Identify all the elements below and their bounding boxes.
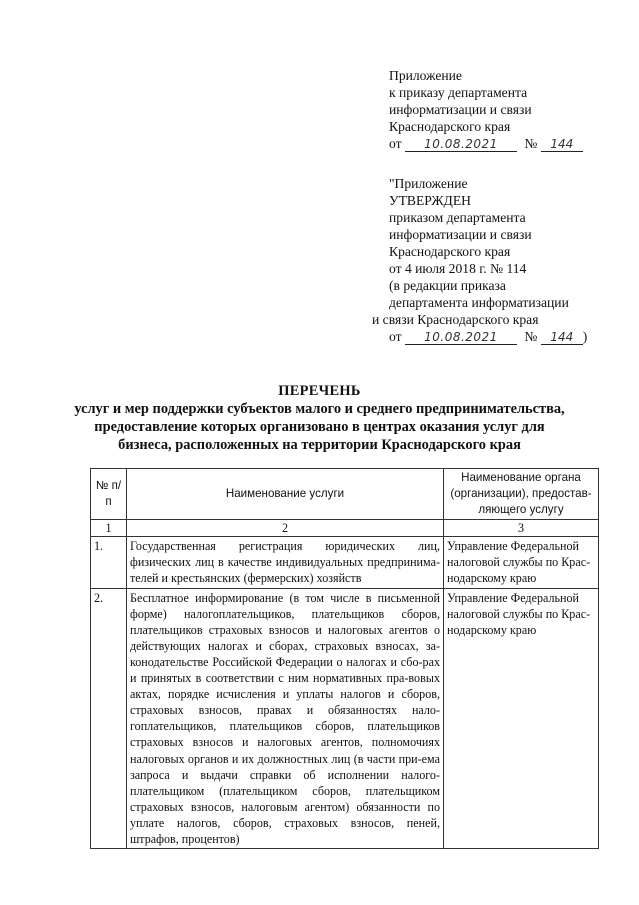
from-label: от (389, 329, 402, 344)
document-title (0, 382, 639, 454)
handwritten-number: 144 (541, 331, 583, 345)
title-line: бизнеса, расположенных на территории Краснодарского края (118, 437, 521, 453)
handwritten-number: 144 (541, 138, 583, 152)
title-line: предоставление которых организовано в центрах оказания услуг для (94, 419, 545, 435)
column-numbers-row (91, 520, 599, 537)
row-number: 1. (91, 537, 127, 588)
header-num: № п/п (91, 469, 127, 520)
from-label: от (389, 136, 402, 151)
appendix-line: информатизации и связи (389, 102, 532, 117)
table-row (91, 537, 599, 588)
approval-date-line (372, 328, 587, 345)
approval-line: (в редакции приказа (389, 278, 506, 293)
column-number: 1 (91, 520, 127, 537)
approval-line: Краснодарского края (389, 244, 511, 259)
column-number: 2 (127, 520, 444, 537)
approval-line: и связи Краснодарского края (372, 312, 539, 327)
service-name: Государственная регистрация юридических лиц, физических лиц в качестве индивидуальных предпринима-телей и крестьянских (фермерских) хозяйств (127, 537, 444, 588)
services-table (90, 468, 599, 849)
row-number: 2. (91, 588, 127, 849)
handwritten-date: 10.08.2021 (405, 138, 517, 152)
appendix-date-line (389, 135, 583, 152)
handwritten-date: 10.08.2021 (405, 331, 517, 345)
closing-paren: ) (582, 329, 588, 344)
header-org: Наименование органа (организации), предостав-ляющего услугу (444, 469, 599, 520)
title-heading: ПЕРЕЧЕНЬ (278, 383, 361, 399)
approval-block (372, 175, 587, 345)
organization-name: Управление Федеральной налоговой службы по Крас-нодарскому краю (444, 537, 599, 588)
column-number: 3 (444, 520, 599, 537)
approval-line: департамента информатизации (389, 295, 569, 310)
number-label: № (524, 329, 538, 344)
approval-line: информатизации и связи (389, 227, 532, 242)
appendix-line: Краснодарского края (389, 119, 511, 134)
approval-line: от 4 июля 2018 г. № 114 (389, 261, 527, 276)
appendix-line: к приказу департамента (389, 85, 528, 100)
approval-line: "Приложение (389, 176, 468, 191)
table-header-row (91, 469, 599, 520)
approval-stamp-word: УТВЕРЖДЕН (389, 193, 471, 208)
header-service: Наименование услуги (127, 469, 444, 520)
number-label: № (524, 136, 538, 151)
approval-line: приказом департамента (389, 210, 526, 225)
organization-name: Управление Федеральной налоговой службы по Крас-нодарскому краю (444, 588, 599, 849)
service-name: Бесплатное информирование (в том числе в письменной форме) налогоплательщиков, плательщиков сборов, плательщиков страховых взносов и налоговых агентов о действующих налогах и сборах, страховых взносах, за-конодательстве Российской Федерации о налогах и сбо-рах и принятых в соответствии с ним нормативных пра-вовых актах, порядке исчисления и уплаты налогов и сборов, страховых взносов, правах и обязанностях нало-гоплательщиков, плательщиков сборов, плательщиков страховых взносов и налоговых агентов, полномочиях налоговых органов и их должностных лиц (в части при-ема запроса и выдачи справки об исполнении налого-плательщиком (плательщиком сборов, плательщиком страховых взносов, налоговым агентом) обязанности по уплате налогов, сборов, страховых взносов, пеней, штрафов, процентов) (127, 588, 444, 849)
appendix-line: Приложение (389, 68, 462, 83)
title-line: услуг и мер поддержки субъектов малого и среднего предпринимательства, (74, 401, 565, 417)
table-row (91, 588, 599, 849)
appendix-header (389, 67, 583, 152)
